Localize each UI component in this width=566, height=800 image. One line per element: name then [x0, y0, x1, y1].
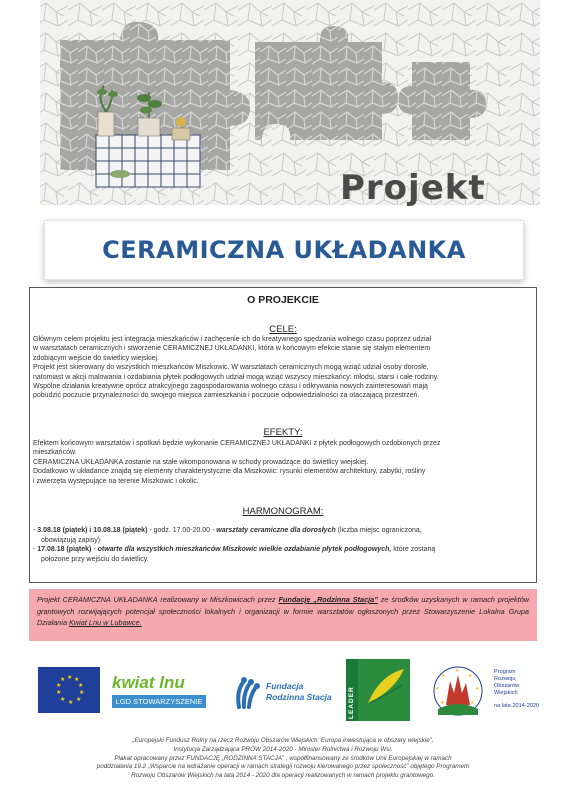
cele-line: Wspólne działania kreatywne oprócz atrakcyjnego zagospodarowania wolnego czasu i odkrywania nowych zainteresowań mają [33, 383, 428, 391]
funding-info-box [29, 589, 537, 641]
efekty-line: Dodatkowo w układance znajdą się elementy charakterystyczne dla Miszkowic: rysunki elementów architektury, zabytki, rośliny [33, 468, 426, 476]
schedule-date: 3.08.18 (piątek) i 10.08.18 (piątek) [37, 527, 148, 534]
svg-text:★: ★ [470, 700, 475, 706]
cele-line: Głównym celem projektu jest integracja mieszkańców i zachęcenie ich do kreatywnego spędzania wolnego czasu poprzez udział [33, 336, 432, 343]
footer-line: „Europejski Fundusz Rolny na rzecz Rozwoju Obszarów Wiejskich: Europa inwestująca w obszary wiejskie”. [132, 737, 434, 744]
funding-text: Projekt CERAMICZNA UKŁADANKA realizowany w Miszkowicach przez [37, 595, 279, 604]
schedule-note: które zostaną [391, 546, 436, 554]
projekt-heading: Projekt [340, 168, 486, 208]
schedule-sep: - [91, 546, 98, 554]
fundacja-word: Fundacja [266, 681, 304, 691]
harmonogram-title: HARMONOGRAM: [242, 506, 324, 517]
schedule-note-cont: położone przy wejściu do świetlicy. [41, 555, 149, 563]
efekty-paragraph [33, 439, 533, 486]
prow-line: Program [494, 669, 516, 675]
svg-text:★: ★ [56, 682, 62, 689]
efekty-title: EFEKTY: [263, 427, 303, 438]
schedule-event: warsztaty ceramiczne dla dorosłych [216, 527, 336, 534]
svg-text:★: ★ [440, 700, 445, 706]
kwiat-lnu-text: kwiat lnu [112, 673, 185, 692]
svg-text:★: ★ [60, 676, 66, 683]
puzzle-piece-middle [255, 26, 398, 140]
rodzinna-stacja-word: Rodzinna Stacja [266, 692, 332, 702]
sponsor-logos [0, 655, 566, 727]
svg-text:★: ★ [475, 686, 480, 692]
schedule-date: 17.08.18 (piątek) [37, 546, 92, 554]
footer-line: Rozwoju Obszarów Wiejskich na lata 2014 - 2020 dla operacji realizowanych w ramach projektu grantowego. [131, 772, 435, 780]
cele-line: Projekt jest skierowany do wszystkich mieszkańców Miszkowic. W warsztatach ceramicznych mogą wziąć udział osoby dorosłe, [33, 364, 429, 372]
efekty-line: CERAMICZNA UKŁADANKA zostanie na stałe wkomponowana w schody prowadzące do świetlicy wiejskiej. [33, 458, 369, 466]
schedule-item: - 3.08.18 (piątek) i 10.08.18 (piątek) - godz. 17.00-20.00 - warsztaty ceramiczne dla dorosłych (liczba miejsc ograniczona, [33, 527, 422, 534]
eu-flag-logo [38, 667, 100, 713]
funding-text-2: ze środków uzyskanych w ramach projektów grantowych rozwijających potencjał społeczności lokalnych i organizacji w formie warsztatów ogłoszonych przez Stowarzyszenie Lokalna Grupa Działania [37, 595, 530, 628]
schedule-note: (liczba miejsc ograniczona, [335, 527, 422, 534]
prow-line: Rozwoju [494, 676, 516, 682]
fundacja-logo [234, 673, 344, 713]
footer-line: Instytucja Zarządzająca PROW 2014-2020 - Minister Rolnictwa i Rozwoju Wsi. [173, 745, 393, 753]
svg-text:★: ★ [441, 673, 446, 679]
leader-label: LEADER [348, 686, 355, 719]
cele-line: pobudzić poczucie przynależności do swojego miejsca zamieszkania i poczucie odpowiedzialności za otaczającą przestrzeń. [33, 392, 420, 400]
schedule-event: otwarte dla wszystkich mieszkańców Miszkowic wielkie ozdabianie płytek podłogowych, [97, 546, 392, 554]
footer-line: poddziałania 19.2 „Wsparcie na wdrażanie operacji w ramach strategii rozwoju kierowanego przez społeczność” objętego Programem [96, 763, 470, 771]
family-hands-icon [234, 673, 264, 711]
prow-line: Wiejskich [494, 690, 518, 696]
table-grid [96, 135, 200, 187]
about-project-box [29, 287, 537, 583]
svg-text:★: ★ [56, 689, 62, 696]
footer-line: Plakat opracowany przez FUNDACJĘ „RODZINNA STACJA” , współfinansowany ze środków Unii Europejskiej w ramach [114, 754, 452, 762]
schedule-list [33, 526, 533, 564]
svg-text:★: ★ [76, 696, 82, 703]
schedule-note-cont: obowiązują zapisy) [41, 536, 101, 544]
cele-title: CELE: [269, 324, 297, 335]
efekty-line: mieszkańców. [33, 449, 77, 457]
svg-text:★: ★ [435, 686, 440, 692]
cele-line: natomiast w akcji malowania i ozdabiania płytek podłogowych udział mogą wziąć wszyscy mieszkańcy: młodsi, starsi i całe rodziny. [33, 373, 439, 381]
funding-org: Fundację „Rodzinna Stacja” [278, 595, 378, 604]
efekty-line: i zwierzęta występujące na terenie Miszkowic i okolic. [33, 477, 199, 485]
funding-lgd: Kwiat Lnu w Lubawce. [69, 618, 142, 628]
about-heading: O PROJEKCIE [247, 294, 319, 306]
svg-text:★: ★ [79, 689, 85, 696]
prow-years: na lata 2014-2020 [494, 703, 540, 709]
prow-emblem-logo [424, 659, 492, 719]
svg-text:★: ★ [60, 696, 66, 703]
project-title: CERAMICZNA UKŁADANKA [102, 236, 466, 264]
project-title-box [44, 220, 524, 280]
schedule-time: - godz. 17.00-20.00 - [147, 527, 217, 534]
cele-line: w warsztatach ceramicznych i stworzenie CERAMICZNEJ UKŁADANKI, która w końcowym efekcie stanie się stałym elementem [33, 345, 431, 353]
footer-disclaimer [30, 737, 536, 781]
svg-text:★: ★ [455, 668, 460, 674]
cele-line: zdobiącym wejście do świetlicy wiejskiej. [33, 354, 160, 362]
svg-text:★: ★ [74, 676, 80, 683]
prow-line: Obszarów [494, 683, 520, 689]
kwiat-lnu-logo [112, 673, 206, 708]
svg-text:★: ★ [78, 682, 84, 689]
lgd-label: LGD STOWARZYSZENIE [112, 695, 206, 708]
svg-text:★: ★ [67, 674, 73, 681]
prow-text [494, 669, 564, 710]
cele-paragraph [33, 335, 533, 401]
svg-text:★: ★ [68, 699, 74, 706]
efekty-line: Efektem końcowym warsztatów i spotkań będzie wykonanie CERAMICZNEJ UKŁADANKI z płytek podłogowych ozdobionych przez [33, 440, 441, 447]
svg-text:★: ★ [468, 673, 473, 679]
schedule-item: - 17.08.18 (piątek) - otwarte dla wszystkich mieszkańców Miszkowic wielkie ozdabianie płytek podłogowych, które zostaną [33, 546, 436, 554]
